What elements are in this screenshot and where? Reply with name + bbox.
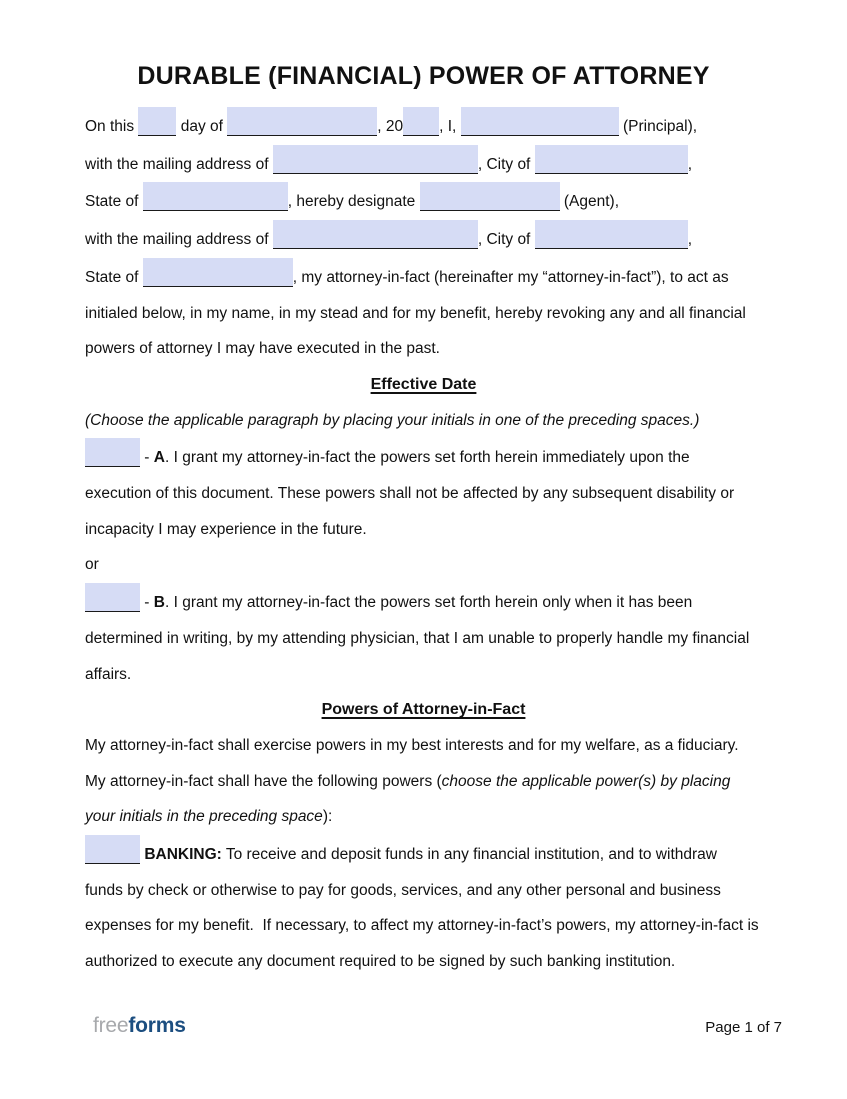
text-segment: , my attorney-in-fact (hereinafter my “attorney-in-fact”), to act as: [292, 268, 729, 286]
text-line: [85, 107, 762, 145]
text-segment: with the mailing address of: [85, 155, 273, 173]
text-line: [85, 764, 762, 800]
text-segment: determined in writing, by my attending physician, that I am unable to properly handle my financial: [85, 629, 750, 647]
text-segment: or: [85, 556, 99, 574]
text-line: [85, 728, 762, 764]
text-segment: incapacity I may experience in the future.: [85, 520, 367, 538]
text-segment: affairs.: [85, 665, 132, 683]
agent-name-field[interactable]: [420, 182, 560, 211]
text-segment: , hereby designate: [287, 193, 420, 211]
text-line: [85, 145, 762, 183]
text-line: [85, 476, 762, 512]
text-segment: , City of: [477, 231, 535, 249]
text-segment: day of: [176, 118, 228, 135]
text-line: [85, 835, 762, 873]
text-segment: State of: [85, 193, 143, 211]
text-segment: My attorney-in-fact shall exercise powers in my best interests and for my welfare, as a fiduciary.: [85, 736, 739, 754]
document-title: DURABLE (FINANCIAL) POWER OF ATTORNEY: [137, 62, 710, 90]
text-line: [85, 908, 762, 944]
text-segment: . I grant my attorney-in-fact the powers set forth herein immediately upon the: [164, 449, 690, 467]
text-line: [85, 873, 762, 909]
agent-city-field[interactable]: [535, 220, 688, 249]
text-segment: your initials in the preceding space: [85, 808, 323, 826]
text-line: [85, 583, 762, 621]
text-segment: choose the applicable power(s) by placing: [441, 772, 731, 790]
page-footer: [93, 1014, 782, 1038]
text-segment: ,: [687, 231, 692, 249]
text-segment: , City of: [477, 155, 535, 173]
text-segment: ):: [322, 808, 333, 826]
year-field[interactable]: [403, 107, 439, 136]
principal-address-field[interactable]: [273, 145, 478, 174]
month-field[interactable]: [227, 107, 377, 136]
agent-address-field[interactable]: [273, 220, 478, 249]
text-segment: A: [153, 449, 165, 467]
initials-a-field[interactable]: [85, 438, 140, 467]
document-body: [85, 107, 762, 980]
text-segment: (Choose the applicable paragraph by placing your initials in one of the preceding spaces.): [85, 411, 700, 429]
agent-state-field[interactable]: [143, 258, 293, 287]
text-line: [85, 621, 762, 657]
text-segment: . I grant my attorney-in-fact the powers set forth herein only when it has been: [164, 594, 693, 612]
text-line: [85, 799, 762, 835]
logo-text-free: free: [93, 1014, 129, 1037]
initials-banking-field[interactable]: [85, 835, 140, 864]
text-line: [85, 331, 762, 367]
text-segment: funds by check or otherwise to pay for goods, services, and any other personal and business: [85, 881, 721, 899]
text-line: [85, 438, 762, 476]
text-segment: execution of this document. These powers shall not be affected by any subsequent disability or: [85, 485, 735, 503]
text-line: [85, 547, 762, 583]
section-heading: [85, 692, 762, 728]
logo-text-forms: forms: [128, 1014, 186, 1037]
text-segment: expenses for my benefit. If necessary, to affect my attorney-in-fact’s powers, my attorney-in-fact is: [85, 917, 759, 935]
principal-city-field[interactable]: [535, 145, 688, 174]
principal-name-field[interactable]: [461, 107, 619, 136]
text-line: [85, 944, 762, 980]
text-segment: -: [140, 449, 154, 467]
text-segment: -: [140, 594, 154, 612]
text-segment: To receive and deposit funds in any financial institution, and to withdraw: [221, 846, 717, 864]
text-segment: ,: [687, 155, 692, 173]
text-line: [85, 296, 762, 332]
text-segment: BANKING:: [144, 846, 222, 864]
text-line: [85, 258, 762, 296]
text-segment: (Principal),: [618, 118, 698, 135]
section-heading-text: Effective Date: [370, 375, 477, 393]
text-segment: (Agent),: [559, 193, 620, 211]
initials-b-field[interactable]: [85, 583, 140, 612]
day-field[interactable]: [138, 107, 176, 136]
page-number: Page 1 of 7: [705, 1019, 782, 1036]
text-line: [85, 220, 762, 258]
text-segment: , 20: [377, 118, 404, 135]
text-segment: My attorney-in-fact shall have the following powers (: [85, 772, 442, 790]
text-segment: B: [153, 594, 165, 612]
text-segment: , I,: [439, 118, 461, 135]
freeforms-logo: [93, 1014, 186, 1038]
text-line: [85, 403, 762, 439]
text-segment: with the mailing address of: [85, 231, 273, 249]
text-segment: initialed below, in my name, in my stead and for my benefit, hereby revoking any and all financial: [85, 304, 746, 322]
text-line: [85, 512, 762, 548]
text-line: [85, 657, 762, 693]
text-segment: powers of attorney I may have executed in the past.: [85, 340, 440, 358]
text-segment: State of: [85, 268, 143, 286]
principal-state-field[interactable]: [143, 182, 288, 211]
text-segment: On this: [85, 118, 139, 135]
text-segment: authorized to execute any document required to be signed by such banking institution.: [85, 953, 676, 971]
section-heading: [85, 367, 762, 403]
section-heading-text: Powers of Attorney-in-Fact: [321, 701, 526, 719]
text-line: [85, 182, 762, 220]
